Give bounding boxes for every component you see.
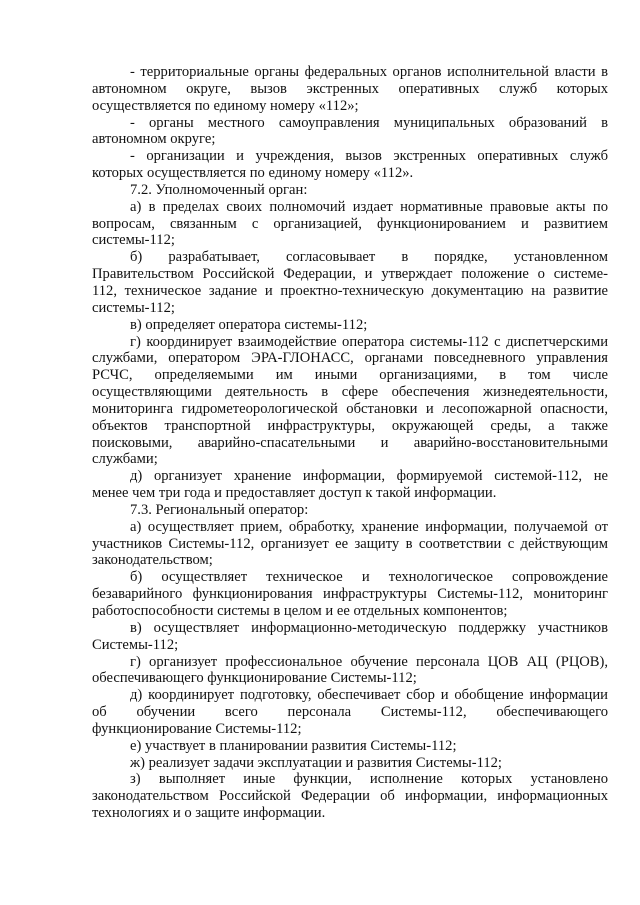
paragraph [92,687,608,738]
text-line: мониторинга гидрометеорологической обстановки и лесопожарной опасности, [92,400,608,417]
text-line: ж) реализует задачи эксплуатации и развития Системы-112; [130,754,502,771]
paragraph [92,334,608,469]
paragraph [92,502,608,519]
text-line: законодательством Российской Федерации об информации, информационных [92,788,608,805]
text-line: 112, техническое задание и проектно-техническую документацию на развитие [92,282,608,299]
text-line: 7.2. Уполномоченный орган: [130,181,308,198]
text-line: Системы-112; [92,636,179,653]
text-line: безаварийного функционирования инфраструктуры Системы-112, мониторинг [92,586,608,603]
paragraph [92,654,608,688]
paragraph [92,182,608,199]
text-line: в) осуществляет информационно-методическую поддержку участников [130,619,608,636]
document-body [92,64,608,822]
paragraph [92,569,608,620]
text-line: г) организует профессиональное обучение персонала ЦОВ АЦ (РЦОВ), [130,653,608,670]
paragraph [92,755,608,772]
paragraph [92,468,608,502]
paragraph [92,738,608,755]
text-line: а) в пределах своих полномочий издает нормативные правовые акты по [130,198,608,215]
text-line: участников Системы-112, организует ее защиту в соответствии с действующим [92,535,608,552]
text-line: Правительством Российской Федерации, и утверждает положение о системе- [92,266,608,283]
paragraph [92,771,608,822]
paragraph [92,115,608,149]
text-line: д) организует хранение информации, формируемой системой-112, не [130,468,608,485]
text-line: функционирование Системы-112; [92,720,302,737]
text-line: автономном округе; [92,131,216,148]
text-line: в) определяет оператора системы-112; [130,316,368,333]
text-line: поисковыми, аварийно-спасательными и аварийно-восстановительными [92,434,608,451]
text-line: - организации и учреждения, вызов экстренных оперативных служб [130,148,608,165]
paragraph [92,620,608,654]
text-line: законодательством; [92,552,213,569]
text-line: з) выполняет иные функции, исполнение которых установлено [130,771,608,788]
text-line: службами, оператором ЭРА-ГЛОНАСС, органами повседневного управления [92,350,608,367]
text-line: обеспечивающего функционирование Системы-112; [92,670,417,687]
text-line: осуществляется по единому номеру «112»; [92,97,359,114]
text-line: РСЧС, определяемыми им иными организациями, в том числе [92,367,608,384]
text-line: технологиях и о защите информации. [92,805,326,822]
text-line: системы-112; [92,232,175,249]
text-line: которых осуществляется по единому номеру «112». [92,165,414,182]
text-line: осуществляющими деятельность в сфере обеспечения жизнедеятельности, [92,384,608,401]
text-line: об обучении всего персонала Системы-112, обеспечивающего [92,704,608,721]
text-line: б) осуществляет техническое и технологическое сопровождение [130,569,608,586]
text-line: системы-112; [92,299,175,316]
text-line: а) осуществляет прием, обработку, хранение информации, получаемой от [130,518,608,535]
paragraph [92,249,608,316]
text-line: вопросам, связанным с организацией, функционированием и развитием [92,215,608,232]
text-line: - территориальные органы федеральных органов исполнительной власти в [130,64,608,80]
text-line: службами; [92,451,158,468]
text-line: г) координирует взаимодействие оператора системы-112 с диспетчерскими [130,333,608,350]
text-line: д) координирует подготовку, обеспечивает сбор и обобщение информации [130,687,608,704]
paragraph [92,148,608,182]
text-line: автономном округе, вызов экстренных оперативных служб которых [92,80,608,97]
text-line: 7.3. Региональный оператор: [130,501,309,518]
paragraph [92,317,608,334]
text-line: е) участвует в планировании развития Системы-112; [130,737,457,754]
text-line: объектов транспортной инфраструктуры, окружающей среды, а также [92,417,608,434]
paragraph [92,519,608,570]
paragraph [92,64,608,115]
text-line: - органы местного самоуправления муниципальных образований в [130,114,608,131]
text-line: б) разрабатывает, согласовывает в порядке, установленном [130,249,608,266]
paragraph [92,199,608,250]
text-line: менее чем три года и предоставляет доступ к такой информации. [92,485,497,502]
text-line: работоспособности системы в целом и ее отдельных компонентов; [92,603,508,619]
